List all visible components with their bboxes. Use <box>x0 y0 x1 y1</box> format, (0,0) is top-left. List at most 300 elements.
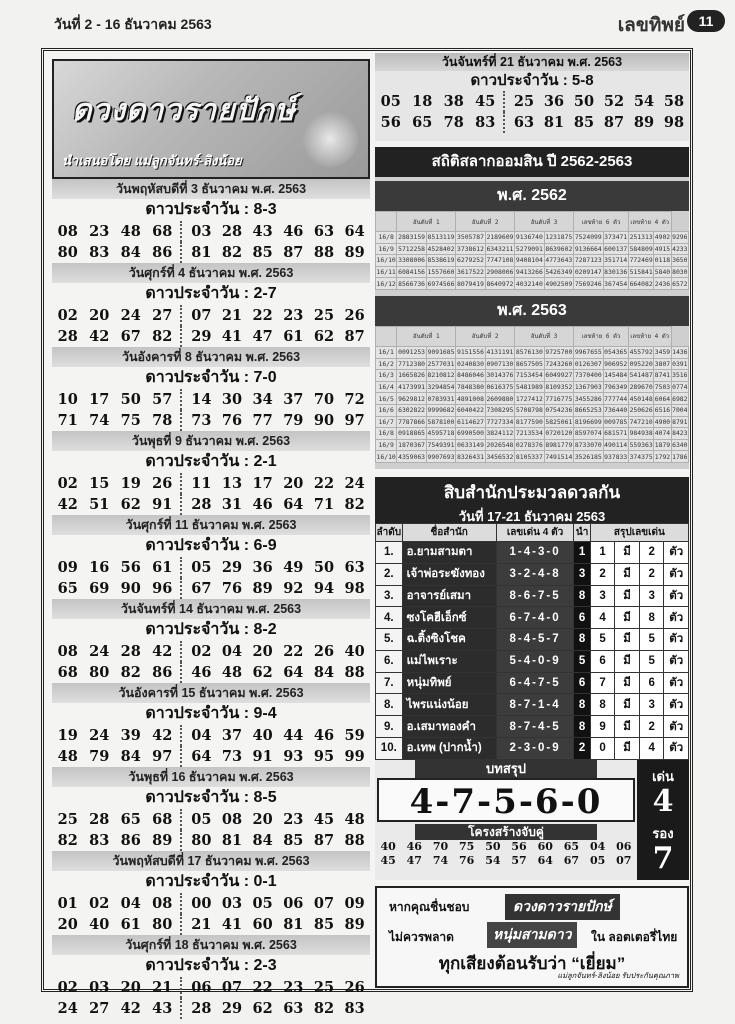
lead-label: เด่น <box>652 768 674 784</box>
stats-cell: 9967655 <box>574 348 602 357</box>
stats-cell: 0918865 <box>398 429 426 438</box>
stats-row <box>376 381 689 393</box>
top-day-star: ดาวประจำวัน : 5-8 <box>470 72 594 89</box>
stats-cell: 16/6 <box>376 404 397 416</box>
stats-cell: 830136 <box>604 268 628 277</box>
top-four-digits: 6-4-7-5 <box>496 672 574 694</box>
summary-word: มี <box>615 694 640 716</box>
lucky-number: 09 <box>344 895 365 912</box>
stats-cell: 5712258 <box>398 244 426 253</box>
number-group-left <box>52 473 182 494</box>
pair-number: 06 <box>616 839 632 853</box>
lucky-number: 15 <box>89 475 110 492</box>
stats-row <box>376 358 689 370</box>
school-name: ฉ.ติ้งซิงโชค <box>402 629 496 651</box>
number-group-left <box>52 305 182 326</box>
stats-cell: 7308295 <box>486 406 514 415</box>
summary-word: มี <box>615 629 640 651</box>
summary-count: 3 <box>639 694 664 716</box>
lucky-number: 25 <box>513 93 535 110</box>
lucky-number: 82 <box>152 328 173 345</box>
stats-cell: 4595718 <box>427 429 455 438</box>
pair-number: 04 <box>589 839 606 853</box>
lucky-number: 87 <box>603 114 625 131</box>
stats-cell: 9999682 <box>427 406 455 415</box>
lucky-number: 23 <box>89 223 110 240</box>
stats-cell: 4902509 <box>545 279 573 288</box>
day-block <box>52 767 370 851</box>
summary-block <box>375 760 689 880</box>
day-date: วันศุกร์ที่ 4 ธันวาคม พ.ศ. 2563 <box>52 263 370 283</box>
lucky-number: 62 <box>252 664 273 681</box>
lucky-number: 98 <box>344 580 365 597</box>
number-group-left <box>52 725 182 746</box>
lucky-number: 80 <box>152 916 173 933</box>
lucky-number: 68 <box>57 664 78 681</box>
lucky-number: 40 <box>344 643 365 660</box>
stats-cell: 9408104 <box>515 256 543 265</box>
lucky-number: 68 <box>152 223 173 240</box>
ranking-title: สิบสำนักประมวลดวลกัน <box>443 482 621 502</box>
lucky-number: 37 <box>221 727 243 744</box>
stats-cell: 7370400 <box>574 371 602 380</box>
day-block <box>52 851 370 935</box>
lucky-number: 25 <box>57 811 78 828</box>
number-group-left <box>52 662 182 683</box>
stats-cell: 1786 <box>672 452 688 461</box>
lucky-number: 88 <box>313 244 335 261</box>
lucky-number: 71 <box>57 412 78 429</box>
lucky-number: 48 <box>344 811 365 828</box>
lucky-number: 56 <box>380 114 401 131</box>
lucky-number: 20 <box>252 643 273 660</box>
lucky-number: 05 <box>191 559 212 576</box>
stats-cell: 747210 <box>629 417 653 426</box>
lucky-number: 37 <box>283 391 304 408</box>
lucky-number: 07 <box>221 979 243 996</box>
lucky-number: 24 <box>89 643 110 660</box>
stats-cell: 4902 <box>654 233 671 242</box>
stats-cell: 3516 <box>672 371 688 380</box>
lucky-number: 81 <box>191 244 212 261</box>
summary-count: 5 <box>639 629 664 651</box>
stats-cell: 2026548 <box>486 441 514 450</box>
stats-cell: 9296 <box>672 233 688 242</box>
ranking-header <box>375 477 689 523</box>
pair-number: 50 <box>485 839 501 853</box>
stats-cell: 145484 <box>604 371 628 380</box>
promo-line-2a: ไม่ควรพลาด <box>389 929 454 944</box>
stats-row <box>376 232 689 244</box>
lucky-number: 38 <box>443 93 464 110</box>
lucky-number: 36 <box>543 93 565 110</box>
stats-cell: 7524099 <box>574 233 602 242</box>
lucky-number: 02 <box>89 895 110 912</box>
lucky-number: 73 <box>221 748 243 765</box>
stats-cell: 0091253 <box>398 348 426 357</box>
promo-logo: ดวงดาวรายปักษ์ <box>505 894 620 920</box>
number-row <box>52 578 370 599</box>
stats-cell: 3617522 <box>457 268 484 277</box>
logo-subtitle: นำเสนอโดย แม่ลูกจันทร์-ลิงน้อย <box>62 153 242 168</box>
stats-cell: 3459 <box>654 348 671 357</box>
stats-cell: 8030 <box>672 268 688 277</box>
rank-index: 8. <box>376 694 403 716</box>
stats-cell: 0907130 <box>486 359 514 368</box>
lucky-number: 44 <box>283 727 304 744</box>
lucky-number: 22 <box>283 643 304 660</box>
lucky-number: 65 <box>57 580 78 597</box>
lucky-number: 02 <box>57 475 78 492</box>
promo-credit: แม่ลูกจันทร์-ลิงน้อย รับประกันคุณภาพ <box>557 970 679 980</box>
day-block <box>52 935 370 1019</box>
ranking-row <box>376 563 689 585</box>
lucky-number: 85 <box>313 916 335 933</box>
stats-cell: 0209147 <box>574 268 602 277</box>
top-four-digits: 8-6-7-5 <box>496 585 574 607</box>
lucky-number: 42 <box>152 727 173 744</box>
stats-row <box>376 255 689 267</box>
lucky-number: 64 <box>283 664 304 681</box>
stats-cell: 7716775 <box>545 394 573 403</box>
stats-cell: 8196699 <box>574 417 602 426</box>
stats-row <box>376 439 689 451</box>
day-date: วันพฤหัสบดีที่ 17 ธันวาคม พ.ศ. 2563 <box>52 851 370 871</box>
rank-index: 10. <box>376 738 403 760</box>
lucky-number: 63 <box>283 1000 304 1017</box>
lucky-number: 90 <box>313 412 335 429</box>
stats-cell: 8665253 <box>574 406 602 415</box>
stats-cell: 8657505 <box>515 359 543 368</box>
lucky-number: 03 <box>89 979 110 996</box>
number-group-right <box>182 305 370 326</box>
stats-cell: 373471 <box>604 233 628 242</box>
stats-cell: 4131191 <box>486 348 514 357</box>
summary-count: 2 <box>639 716 664 738</box>
stats-cell: 9907693 <box>427 452 455 461</box>
stats-cell: 4528402 <box>427 244 455 253</box>
lucky-number: 64 <box>191 748 212 765</box>
lucky-number: 89 <box>344 916 365 933</box>
stats-cell: 351714 <box>604 256 628 265</box>
lucky-number: 36 <box>252 559 273 576</box>
pair-number: 45 <box>380 853 396 867</box>
stats-cell: 2883159 <box>398 233 426 242</box>
stats-cell: 6064 <box>654 394 671 403</box>
lucky-number: 26 <box>152 475 173 492</box>
lucky-number: 84 <box>120 748 141 765</box>
number-group-right <box>182 557 370 578</box>
stats-row <box>376 266 689 278</box>
lucky-number: 97 <box>344 412 365 429</box>
stats-cell: 6084156 <box>398 268 426 277</box>
lucky-number: 89 <box>152 832 173 849</box>
year-2562-label: พ.ศ. 2562 <box>375 181 689 211</box>
lucky-number: 76 <box>221 580 243 597</box>
day-date: วันศุกร์ที่ 11 ธันวาคม พ.ศ. 2563 <box>52 515 370 535</box>
stats-cell: 1557660 <box>427 268 455 277</box>
lucky-number: 28 <box>191 496 212 513</box>
day-star: ดาวประจำวัน : 8-2 <box>145 621 277 638</box>
number-group-left <box>52 221 182 242</box>
lucky-number: 10 <box>57 391 78 408</box>
lucky-number: 90 <box>120 580 141 597</box>
day-block <box>52 431 370 515</box>
page-header <box>0 0 735 44</box>
lucky-number: 75 <box>120 412 141 429</box>
ranking-row <box>376 541 689 563</box>
stats-cell: 9151556 <box>457 348 484 357</box>
stats-cell: 6302822 <box>398 406 426 415</box>
stats-header-row <box>376 212 689 232</box>
stats-cell: 16/4 <box>376 381 397 393</box>
stats-table-2562 <box>375 211 689 290</box>
stats-cell: 5279091 <box>515 244 543 253</box>
stats-cell: 8538619 <box>427 256 455 265</box>
lead-box <box>637 760 689 880</box>
number-group-right <box>182 977 370 998</box>
number-row <box>52 473 370 494</box>
second-label: รอง <box>652 825 674 841</box>
day-block <box>52 263 370 347</box>
number-group-right <box>182 809 370 830</box>
day-star: ดาวประจำวัน : 9-4 <box>145 705 277 722</box>
stats-panel <box>375 177 689 469</box>
lucky-number: 87 <box>344 328 365 345</box>
lucky-number: 48 <box>120 223 141 240</box>
stats-cell: 6343211 <box>486 244 514 253</box>
day-star: ดาวประจำวัน : 8-5 <box>145 789 277 806</box>
lead-digit: 8 <box>574 716 590 738</box>
stats-cell: 8741 <box>654 371 671 380</box>
top-day-numbers <box>375 91 689 133</box>
stats-group-header: เลขท้าย 6 ตัว <box>574 212 629 232</box>
stats-cell: 3456532 <box>486 452 514 461</box>
stats-cell: 4773643 <box>545 256 573 265</box>
summary-digit: 3 <box>590 585 615 607</box>
stats-cell: 0118 <box>654 256 671 265</box>
stats-cell: 16/12 <box>376 279 396 288</box>
lucky-number: 97 <box>152 748 173 765</box>
lucky-number: 04 <box>221 643 243 660</box>
stats-cell: 7569246 <box>574 279 602 288</box>
lucky-number: 05 <box>252 895 273 912</box>
stats-cell: 16/10 <box>376 256 396 265</box>
number-group-left <box>52 914 182 935</box>
stats-cell: 054365 <box>604 348 628 357</box>
school-name: ซงโคฮีเอ็กซ์ <box>402 607 496 629</box>
stats-cell: 1727412 <box>515 394 543 403</box>
stats-cell: 7004 <box>672 406 688 415</box>
number-row <box>52 305 370 326</box>
stats-group-header: เลขท้าย 4 ตัว <box>628 212 671 232</box>
lucky-number: 22 <box>313 475 335 492</box>
stats-group-header: อันดับที่ 1 <box>397 326 456 346</box>
stats-cell: 8326431 <box>457 452 484 461</box>
stats-row <box>376 404 689 416</box>
stats-cell: 7848380 <box>457 383 484 392</box>
top-four-digits: 5-4-0-9 <box>496 650 574 672</box>
lucky-number: 69 <box>89 580 110 597</box>
day-block <box>52 683 370 767</box>
school-name: ไพรแน่งน้อย <box>402 694 496 716</box>
stats-cell: 8105337 <box>515 452 543 461</box>
stats-cell: 4900 <box>654 417 671 426</box>
ranking-header-row <box>376 523 689 541</box>
stats-cell: 374375 <box>629 452 653 461</box>
stats-cell: 450148 <box>629 394 653 403</box>
stats-cell: 6974566 <box>427 279 455 288</box>
lucky-number: 42 <box>89 328 110 345</box>
stats-cell: 3824112 <box>486 429 514 438</box>
summary-unit: ตัว <box>664 563 689 585</box>
lucky-number: 20 <box>252 811 273 828</box>
stats-cell: 984938 <box>629 429 653 438</box>
ranking-row <box>376 694 689 716</box>
pair-number: 57 <box>511 853 527 867</box>
lucky-number: 02 <box>57 307 78 324</box>
pair-number: 05 <box>589 853 606 867</box>
pair-number: 76 <box>459 853 475 867</box>
number-group-left <box>52 893 182 914</box>
stats-cell: 2189609 <box>486 233 514 242</box>
stats-cell: 009785 <box>604 417 628 426</box>
lucky-number: 71 <box>313 496 335 513</box>
rank-index: 4. <box>376 607 403 629</box>
stats-cell: 0278376 <box>515 441 543 450</box>
lucky-number: 24 <box>120 307 141 324</box>
summary-word: มี <box>615 716 640 738</box>
stats-cell: 16/3 <box>376 370 397 382</box>
stats-row <box>376 416 689 428</box>
lucky-number: 84 <box>252 832 273 849</box>
stats-cell: 0391 <box>672 359 688 368</box>
stats-cell: 5878100 <box>427 417 455 426</box>
stats-cell: 0633149 <box>457 441 484 450</box>
lucky-number: 84 <box>313 664 335 681</box>
stats-cell: 490114 <box>604 441 628 450</box>
lead-digit: 6 <box>574 672 590 694</box>
right-column <box>375 53 689 991</box>
pair-number: 70 <box>432 839 449 853</box>
number-group-right <box>182 473 370 494</box>
rank-index: 9. <box>376 716 403 738</box>
lucky-number: 57 <box>152 391 173 408</box>
lucky-number: 80 <box>57 244 78 261</box>
lucky-number: 45 <box>313 811 335 828</box>
stats-cell: 9629812 <box>398 394 426 403</box>
lucky-number: 46 <box>283 223 304 240</box>
ranking-table <box>375 523 689 760</box>
number-group-left <box>52 578 182 599</box>
stats-cell: 0774 <box>672 383 688 392</box>
rank-index: 6. <box>376 650 403 672</box>
stats-table-2563 <box>375 326 689 463</box>
school-name: เจ้าพ่อระฆังทอง <box>402 563 496 585</box>
lucky-number: 22 <box>252 979 273 996</box>
lucky-number: 21 <box>221 307 243 324</box>
summary-count: 5 <box>639 650 664 672</box>
number-group-left <box>52 746 182 767</box>
stats-cell: 4359063 <box>398 452 426 461</box>
stats-cell: 8639602 <box>545 244 573 253</box>
lucky-number: 28 <box>221 223 243 240</box>
ranking-column-header: ชื่อสำนัก <box>402 523 496 541</box>
stats-cell: 5840 <box>654 268 671 277</box>
summary-unit: ตัว <box>664 716 689 738</box>
number-group-left <box>375 112 505 133</box>
pair-number: 40 <box>380 839 396 853</box>
second-value: 7 <box>652 840 674 876</box>
number-group-left <box>52 809 182 830</box>
lucky-number: 07 <box>191 307 212 324</box>
lucky-number: 14 <box>191 391 212 408</box>
stats-cell: 16/10 <box>376 452 396 461</box>
top-four-digits: 2-3-0-9 <box>496 738 574 760</box>
top-four-digits: 6-7-4-0 <box>496 607 574 629</box>
ranking-dates: วันที่ 17-21 ธันวาคม 2563 <box>458 508 606 524</box>
lucky-number: 78 <box>443 114 464 131</box>
stats-cell: 2609880 <box>486 394 514 403</box>
summary-digit: 9 <box>590 716 615 738</box>
pair-number: 47 <box>406 853 422 867</box>
lucky-number: 54 <box>633 93 655 110</box>
stats-cell: 777744 <box>604 394 628 403</box>
stats-cell: 16/1 <box>376 346 397 358</box>
summary-digit: 2 <box>590 563 615 585</box>
lucky-number: 92 <box>283 580 304 597</box>
ranking-column-header: ลำดับ <box>376 523 403 541</box>
summary-unit: ตัว <box>664 738 689 760</box>
stats-cell: 664082 <box>629 279 653 288</box>
stats-cell: 7503 <box>654 383 671 392</box>
lucky-number: 40 <box>252 727 273 744</box>
stats-cell: 7549391 <box>427 441 455 450</box>
lucky-number: 22 <box>252 307 273 324</box>
lucky-number: 24 <box>57 1000 78 1017</box>
day-star: ดาวประจำวัน : 2-1 <box>145 453 277 470</box>
stats-cell: 2577031 <box>427 359 455 368</box>
lucky-number: 27 <box>152 307 173 324</box>
lucky-number: 89 <box>252 580 273 597</box>
lead-digit: 2 <box>574 738 590 760</box>
stats-cell: 4074 <box>654 429 671 438</box>
lucky-number: 47 <box>252 328 273 345</box>
stats-cell: 906952 <box>604 359 628 368</box>
stats-cell: 6982 <box>672 394 688 403</box>
stats-row <box>376 243 689 255</box>
magazine-name: เลขทิพย์ <box>617 15 685 36</box>
lucky-number: 46 <box>191 664 212 681</box>
lucky-number: 05 <box>191 811 212 828</box>
lucky-number: 52 <box>603 93 625 110</box>
stats-cell: 937833 <box>604 452 628 461</box>
lucky-number: 88 <box>344 832 365 849</box>
stats-header-cell <box>376 212 397 232</box>
ranking-row <box>376 716 689 738</box>
lucky-number: 81 <box>283 916 304 933</box>
stats-cell: 9136740 <box>515 233 543 242</box>
number-row <box>52 557 370 578</box>
lucky-number: 82 <box>120 664 141 681</box>
number-group-left <box>52 242 182 263</box>
lucky-number: 11 <box>191 475 212 492</box>
stats-cell: 5708798 <box>515 406 543 415</box>
number-group-right <box>182 494 370 515</box>
stats-cell: 8079419 <box>457 279 484 288</box>
day-block <box>52 599 370 683</box>
lucky-number: 85 <box>252 244 273 261</box>
